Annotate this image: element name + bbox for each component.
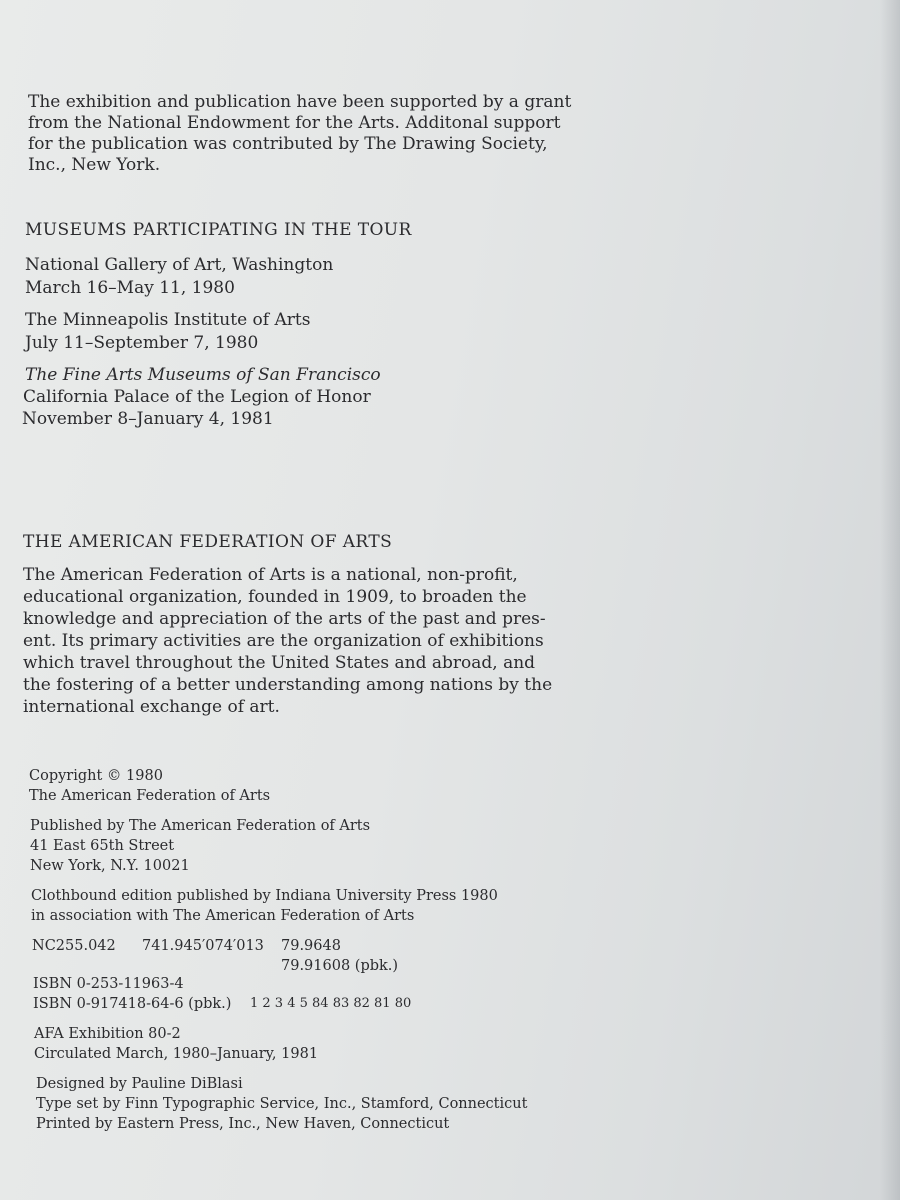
printing-line: 1 2 3 4 5 84 83 82 81 80 <box>250 996 412 1011</box>
afa-line: which travel throughout the United States and abroad, and <box>23 653 536 673</box>
exhibition-number: AFA Exhibition 80-2 <box>34 1026 181 1042</box>
page-edge-shadow <box>880 0 900 1200</box>
afa-heading: THE AMERICAN FEDERATION OF ARTS <box>23 532 393 552</box>
copyright-holder: The American Federation of Arts <box>29 788 271 804</box>
support-line: Inc., New York. <box>28 155 161 175</box>
afa-line: knowledge and appreciation of the arts of the past and pres- <box>23 609 546 629</box>
isbn-cloth: ISBN 0-253-11963-4 <box>33 976 184 992</box>
support-line: from the National Endowment for the Arts. Additonal support <box>28 113 561 133</box>
support-line: The exhibition and publication have been supported by a grant <box>28 92 572 112</box>
afa-line: the fostering of a better understanding among nations by the <box>23 675 553 695</box>
venue-name: National Gallery of Art, Washington <box>25 255 334 275</box>
afa-line: The American Federation of Arts is a national, non-profit, <box>23 565 518 585</box>
isbn-paperback: ISBN 0-917418-64-6 (pbk.) <box>33 996 232 1012</box>
support-line: for the publication was contributed by The Drawing Society, <box>28 134 548 154</box>
afa-line: ent. Its primary activities are the organization of exhibitions <box>23 631 544 651</box>
circulation-dates: Circulated March, 1980–January, 1981 <box>34 1046 319 1062</box>
venue-name: The Fine Arts Museums of San Francisco <box>25 365 381 385</box>
clothbound-line: in association with The American Federation of Arts <box>31 908 415 924</box>
catalog-number: 79.9648 <box>281 938 341 954</box>
publisher-address: 41 East 65th Street <box>30 838 175 854</box>
venue-subname: California Palace of the Legion of Honor <box>23 387 371 407</box>
clothbound-line: Clothbound edition published by Indiana University Press 1980 <box>31 888 498 904</box>
lc-class-number: NC255.042 <box>32 938 116 954</box>
copyright-line: Copyright © 1980 <box>29 768 163 784</box>
printer-credit: Printed by Eastern Press, Inc., New Haven, Connecticut <box>36 1116 450 1132</box>
publisher-city: New York, N.Y. 10021 <box>30 858 190 874</box>
tour-heading: MUSEUMS PARTICIPATING IN THE TOUR <box>25 220 412 240</box>
publisher-line: Published by The American Federation of Arts <box>30 818 371 834</box>
venue-dates: July 11–September 7, 1980 <box>25 333 259 353</box>
typesetter-credit: Type set by Finn Typographic Service, Inc., Stamford, Connecticut <box>36 1096 528 1112</box>
venue-name: The Minneapolis Institute of Arts <box>25 310 311 330</box>
catalog-number-pbk: 79.91608 (pbk.) <box>281 958 399 974</box>
afa-line: educational organization, founded in 1909, to broaden the <box>23 587 527 607</box>
venue-dates: March 16–May 11, 1980 <box>25 278 235 298</box>
afa-line: international exchange of art. <box>23 697 280 717</box>
venue-dates: November 8–January 4, 1981 <box>22 409 274 429</box>
designer-credit: Designed by Pauline DiBlasi <box>36 1076 243 1092</box>
dewey-number: 741.945′074′013 <box>142 938 264 954</box>
